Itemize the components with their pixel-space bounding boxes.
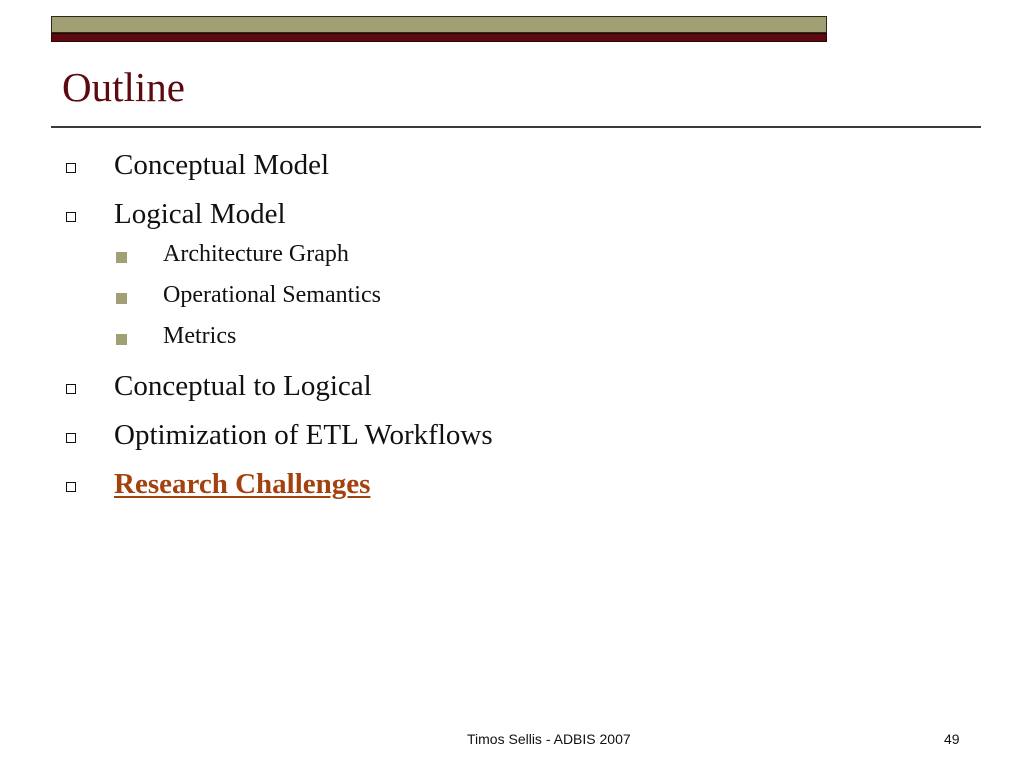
list-item-label: Optimization of ETL Workflows [114, 419, 493, 451]
hollow-square-bullet-icon [66, 482, 76, 492]
sub-list-item-label: Operational Semantics [163, 282, 381, 308]
sub-list-item-label: Architecture Graph [163, 241, 349, 267]
research-challenges-link[interactable]: Research Challenges [114, 468, 371, 500]
filled-square-bullet-icon [116, 252, 127, 263]
list-item-label: Conceptual to Logical [114, 370, 372, 402]
hollow-square-bullet-icon [66, 212, 76, 222]
hollow-square-bullet-icon [66, 384, 76, 394]
header-bar-maroon [51, 33, 827, 42]
list-item-label: Conceptual Model [114, 149, 330, 181]
header-bar-olive [51, 16, 827, 33]
filled-square-bullet-icon [116, 293, 127, 304]
sub-list-item-label: Metrics [163, 323, 237, 349]
page-number: 49 [944, 731, 960, 747]
slide-title: Outline [62, 64, 185, 110]
list-item-label: Logical Model [114, 198, 286, 230]
slide-footer: Timos Sellis - ADBIS 2007 [467, 731, 631, 747]
filled-square-bullet-icon [116, 334, 127, 345]
hollow-square-bullet-icon [66, 163, 76, 173]
title-divider [51, 126, 981, 128]
hollow-square-bullet-icon [66, 433, 76, 443]
